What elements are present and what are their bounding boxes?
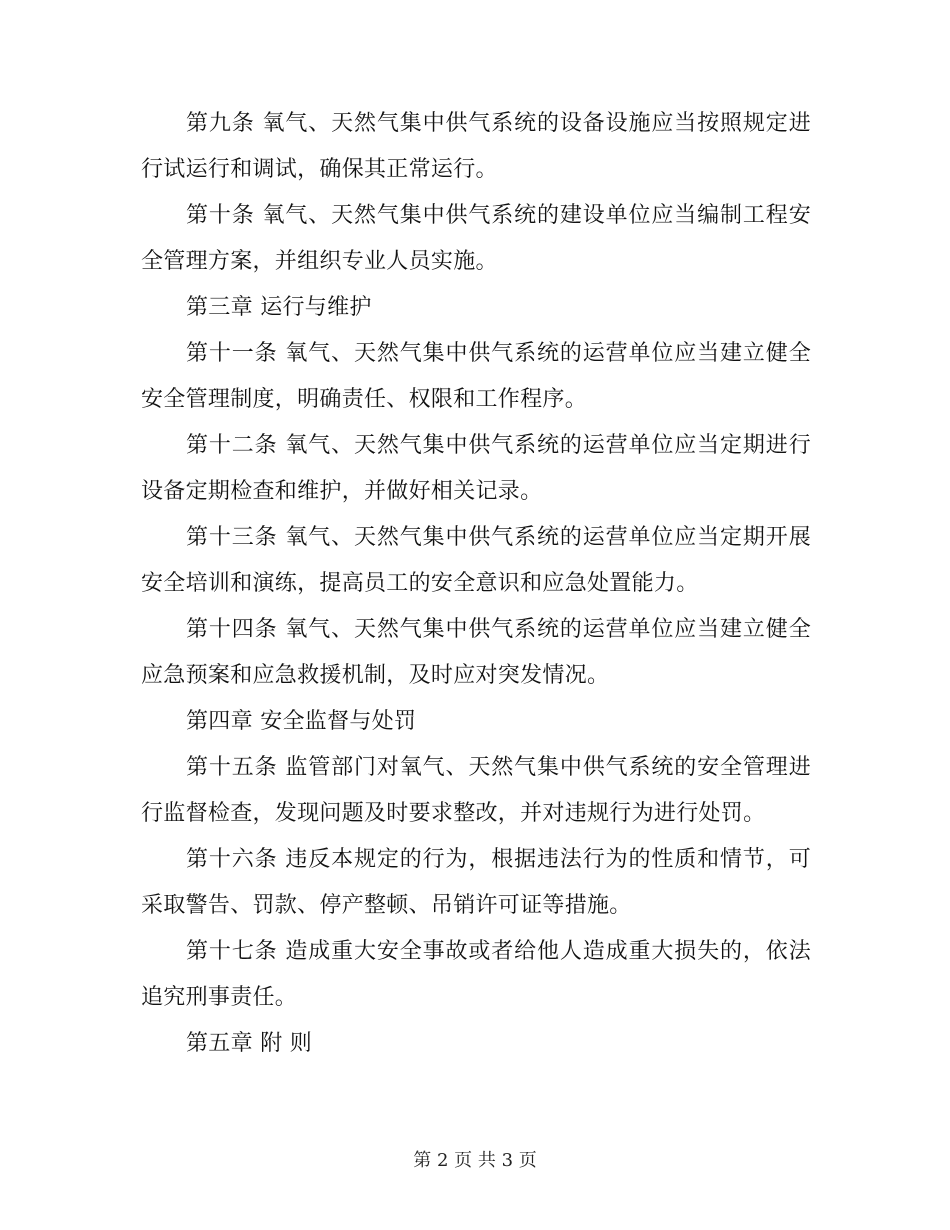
page-number-footer: 第 2 页 共 3 页 <box>413 1150 537 1171</box>
article-17: 第十七条 造成重大安全事故或者给他人造成重大损失的，依法追究刑事责任。 <box>141 939 811 1010</box>
article-9: 第九条 氧气、天然气集中供气系统的设备设施应当按照规定进行试运行和调试，确保其正常运行。 <box>141 111 811 182</box>
chapter-4-heading: 第四章 安全监督与处罚 <box>186 709 417 734</box>
article-14: 第十四条 氧气、天然气集中供气系统的运营单位应当建立健全应急预案和应急救援机制，及时应对突发情况。 <box>141 617 811 688</box>
chapter-3-heading: 第三章 运行与维护 <box>186 295 372 320</box>
chapter-5-heading: 第五章 附 则 <box>186 1031 313 1056</box>
article-16: 第十六条 违反本规定的行为，根据违法行为的性质和情节，可采取警告、罚款、停产整顿、吊销许可证等措施。 <box>141 847 811 918</box>
article-11: 第十一条 氧气、天然气集中供气系统的运营单位应当建立健全安全管理制度，明确责任、权限和工作程序。 <box>141 341 811 412</box>
article-13: 第十三条 氧气、天然气集中供气系统的运营单位应当定期开展安全培训和演练，提高员工的安全意识和应急处置能力。 <box>141 525 811 596</box>
article-15: 第十五条 监管部门对氧气、天然气集中供气系统的安全管理进行监督检查，发现问题及时要求整改，并对违规行为进行处罚。 <box>141 755 811 826</box>
document-body <box>141 101 811 1067</box>
article-12: 第十二条 氧气、天然气集中供气系统的运营单位应当定期进行设备定期检查和维护，并做好相关记录。 <box>141 433 811 504</box>
article-10: 第十条 氧气、天然气集中供气系统的建设单位应当编制工程安全管理方案，并组织专业人员实施。 <box>141 203 811 274</box>
